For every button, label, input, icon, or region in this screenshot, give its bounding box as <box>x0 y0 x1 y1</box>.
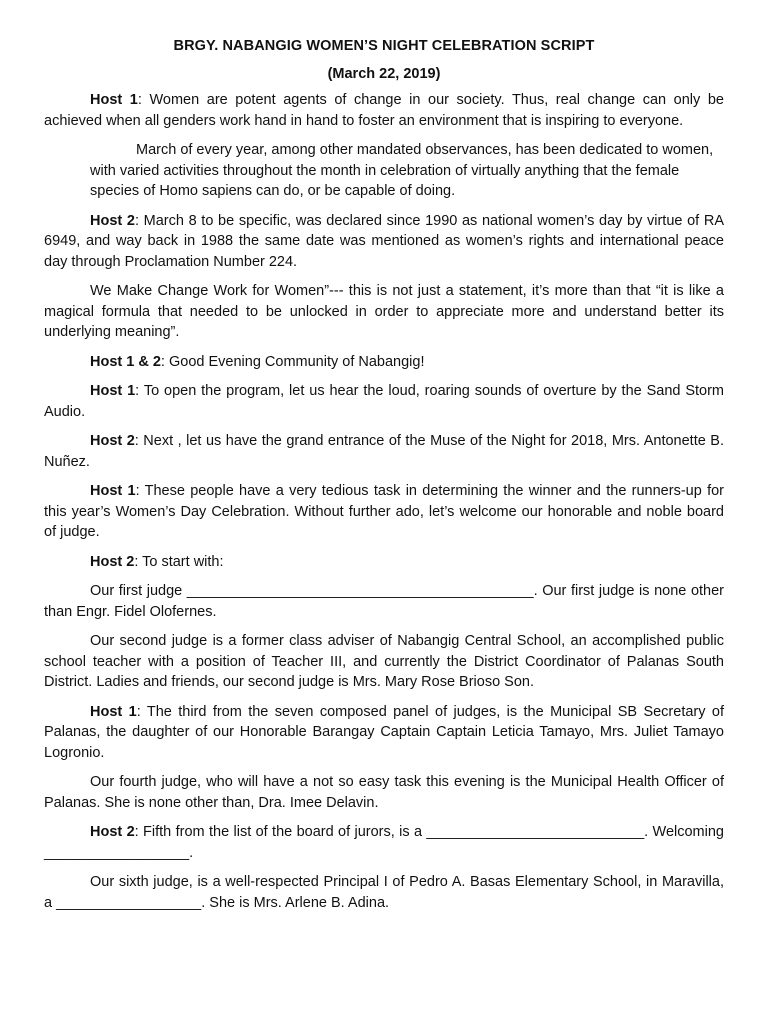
paragraph-text: : Fifth from the list of the board of jurors, is a ___________________________. Welcoming __________________. <box>44 824 724 861</box>
paragraph <box>44 581 724 622</box>
speaker-label: Host 2 <box>90 824 135 840</box>
speaker-label: Host 2 <box>90 433 135 449</box>
paragraph-text: : March 8 to be specific, was declared since 1990 as national women’s day by virtue of RA 6949, and way back in 1988 the same date was mentioned as women’s rights and international peace day through Proclamation Number 224. <box>44 212 724 270</box>
paragraph <box>44 381 724 422</box>
paragraph <box>44 140 724 202</box>
speaker-label: Host 2 <box>90 212 135 229</box>
speaker-label: Host 1 & 2 <box>90 353 161 370</box>
paragraph <box>44 431 724 472</box>
paragraph <box>44 352 724 373</box>
paragraph-text: : Next , let us have the grand entrance of the Muse of the Night for 2018, Mrs. Antonette B. Nuñez. <box>44 433 724 470</box>
paragraph <box>44 552 724 573</box>
paragraph-text: Our second judge is a former class adviser of Nabangig Central School, an accomplished public school teacher with a position of Teacher III, and currently the District Coordinator of Palanas South District. Ladies and friends, our second judge is Mrs. Mary Rose Brioso Son. <box>44 633 724 690</box>
speaker-label: Host 1 <box>90 383 136 399</box>
paragraph <box>44 211 724 273</box>
document-title: BRGY. NABANGIG WOMEN’S NIGHT CELEBRATION SCRIPT <box>173 38 595 54</box>
speaker-label: Host 1 <box>90 703 137 720</box>
paragraph <box>44 772 724 813</box>
paragraph-text: Our first judge ___________________________________________. Our first judge is none other than Engr. Fidel Olofernes. <box>44 583 724 620</box>
paragraph-text: : Women are potent agents of change in our society. Thus, real change can only be achieved when all genders work hand in hand to foster an environment that is inspiring to everyone. <box>44 92 724 129</box>
paragraph-text: Our fourth judge, who will have a not so easy task this evening is the Municipal Health Officer of Palanas. She is none other than, Dra. Imee Delavin. <box>44 774 724 811</box>
paragraph <box>44 822 724 863</box>
document-date: (March 22, 2019) <box>327 66 441 82</box>
paragraph <box>44 631 724 693</box>
paragraph-text: : Good Evening Community of Nabangig! <box>160 353 425 370</box>
paragraph-text: March of every year, among other mandated observances, has been dedicated to women, with varied activities throughout the month in celebration of virtually anything that the female species of Homo sapiens can do, or be capable of doing. <box>90 142 714 199</box>
speaker-label: Host 2 <box>90 553 135 570</box>
paragraph <box>44 281 724 343</box>
paragraph-text: Our sixth judge, is a well-respected Principal I of Pedro A. Basas Elementary School, in Maravilla, a __________________. She is Mrs. Arlene B. Adina. <box>44 874 724 911</box>
paragraph-text: We Make Change Work for Women”--- this is not just a statement, it’s more than that “it is like a magical formula that needed to be unlocked in order to appreciate more and understand better its underlying meaning”. <box>44 283 724 340</box>
paragraph <box>44 872 724 913</box>
speaker-label: Host 1 <box>90 483 136 499</box>
paragraph-text: : The third from the seven composed panel of judges, is the Municipal SB Secretary of Palanas, the daughter of our Honorable Barangay Captain Captain Leticia Tamayo, Mrs. Juliet Tamayo Logronio. <box>44 703 724 761</box>
paragraph <box>44 481 724 543</box>
speaker-label: Host 1 <box>90 92 138 108</box>
paragraph-text: : To open the program, let us hear the loud, roaring sounds of overture by the Sand Storm Audio. <box>44 383 724 420</box>
paragraph-text: : To start with: <box>134 553 224 570</box>
paragraph <box>44 90 724 131</box>
paragraph <box>44 702 724 764</box>
paragraph-text: : These people have a very tedious task in determining the winner and the runners-up for this year’s Women’s Day Celebration. Without further ado, let’s welcome our honorable and noble board of judge. <box>44 483 724 540</box>
